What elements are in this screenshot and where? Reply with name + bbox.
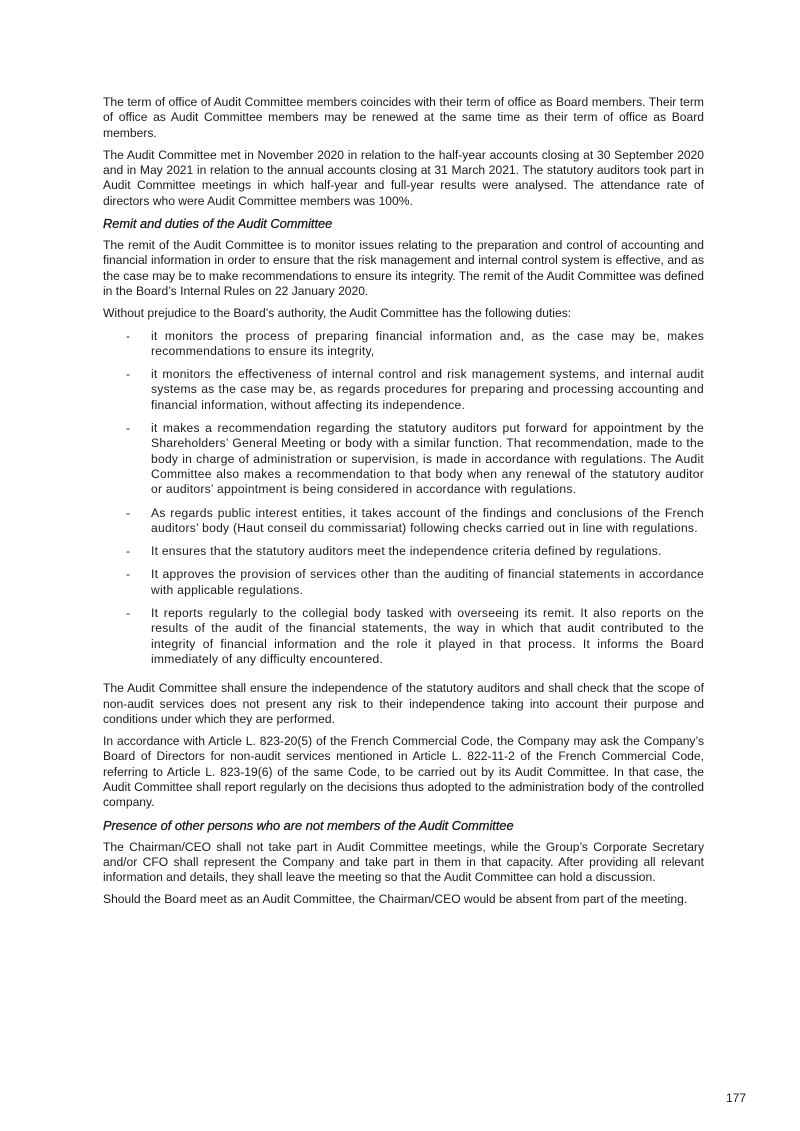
heading-remit-and-duties: Remit and duties of the Audit Committee: [103, 216, 333, 232]
paragraph-board-as-committee: Should the Board meet as an Audit Committee, the Chairman/CEO would be absent from part of the meeting.: [103, 892, 688, 907]
list-item: [103, 329, 704, 360]
paragraph-meetings: The Audit Committee met in November 2020 in relation to the half-year accounts closing at 30 September 2020 and in May 2021 in relation to the annual accounts closing at 31 March 2021. The statutory auditors took part in Audit Committee meetings in which half-year and full-year results were analysed. The attendance rate of directors who were Audit Committee members was 100%.: [103, 147, 704, 208]
paragraph-duties-intro: Without prejudice to the Board’s authority, the Audit Committee has the following duties:: [103, 306, 572, 321]
duty-text: It ensures that the statutory auditors meet the independence criteria defined by regulations.: [151, 544, 662, 559]
duty-text: it makes a recommendation regarding the statutory auditors put forward for appointment by the Shareholders’ General Meeting or body with a similar function. That recommendation, made to the body in charge of administration or supervision, is made in accordance with regulations. The Audit Committee also makes a recommendation to that body when any renewal of the statutory auditor or auditors’ appointment is being considered in accordance with regulations.: [151, 421, 704, 497]
duty-text: it monitors the process of preparing financial information and, as the case may be, makes recommendations to ensure its integrity,: [151, 328, 704, 358]
bullet-dash: -: [126, 421, 131, 436]
duties-list: [103, 329, 704, 668]
paragraph-independence: The Audit Committee shall ensure the independence of the statutory auditors and shall check that the scope of non-audit services does not present any risk to their independence taking into account their purpose and conditions under which they are performed.: [103, 681, 704, 726]
bullet-dash: -: [126, 328, 131, 343]
duty-text: It approves the provision of services other than the auditing of financial statements in accordance with applicable regulations.: [151, 567, 704, 597]
page-number: 177: [725, 1091, 746, 1105]
duty-text: As regards public interest entities, it takes account of the findings and conclusions of the French auditors’ body (Haut conseil du commissariat) following checks carried out in line with regulations.: [151, 505, 704, 535]
bullet-dash: -: [126, 367, 131, 382]
list-item: [103, 506, 704, 537]
list-item: [103, 367, 704, 413]
heading-presence-of-others: Presence of other persons who are not members of the Audit Committee: [103, 817, 514, 833]
list-item: [103, 606, 704, 667]
list-item: [103, 544, 704, 559]
bullet-dash: -: [126, 606, 131, 621]
duty-text: It reports regularly to the collegial body tasked with overseeing its remit. It also reports on the results of the audit of the financial statements, the way in which that audit contributed to the integrity of financial information and the role it played in that process. It informs the Board immediately of any difficulty encountered.: [151, 606, 704, 666]
bullet-dash: -: [126, 544, 131, 559]
paragraph-chairman-ceo: The Chairman/CEO shall not take part in Audit Committee meetings, while the Group’s Corporate Secretary and/or CFO shall represent the Company and take part in them in that capacity. After providing all relevant information and details, they shall leave the meeting so that the Audit Committee can hold a discussion.: [103, 839, 704, 885]
bullet-dash: -: [126, 567, 131, 582]
list-item: [103, 567, 704, 598]
paragraph-term-of-office: The term of office of Audit Committee members coincides with their term of office as Board members. Their term of office as Audit Committee members may be renewed at the same time as their term of office as Board members.: [103, 95, 704, 140]
bullet-dash: -: [126, 505, 131, 520]
paragraph-article-l823: In accordance with Article L. 823-20(5) of the French Commercial Code, the Company may ask the Company’s Board of Directors for non-audit services mentioned in Article L. 822-11-2 of the French Commercial Code, referring to Article L. 823-19(6) of the same Code, to be carried out by its Audit Committee. In that case, the Audit Committee shall report regularly on the decisions thus adopted to the administration body of the controlled company.: [103, 734, 704, 810]
list-item: [103, 421, 704, 497]
document-page: [103, 95, 704, 915]
duty-text: it monitors the effectiveness of internal control and risk management systems, and internal audit systems as the case may be, as regards procedures for preparing and processing accounting and financial information, without affecting its independence.: [151, 367, 704, 412]
paragraph-remit: The remit of the Audit Committee is to monitor issues relating to the preparation and control of accounting and financial information in order to ensure that the risk management and internal control system is effective, and as the case may be to make recommendations to ensure its integrity. The remit of the Audit Committee was defined in the Board’s Internal Rules on 22 January 2020.: [103, 238, 704, 298]
